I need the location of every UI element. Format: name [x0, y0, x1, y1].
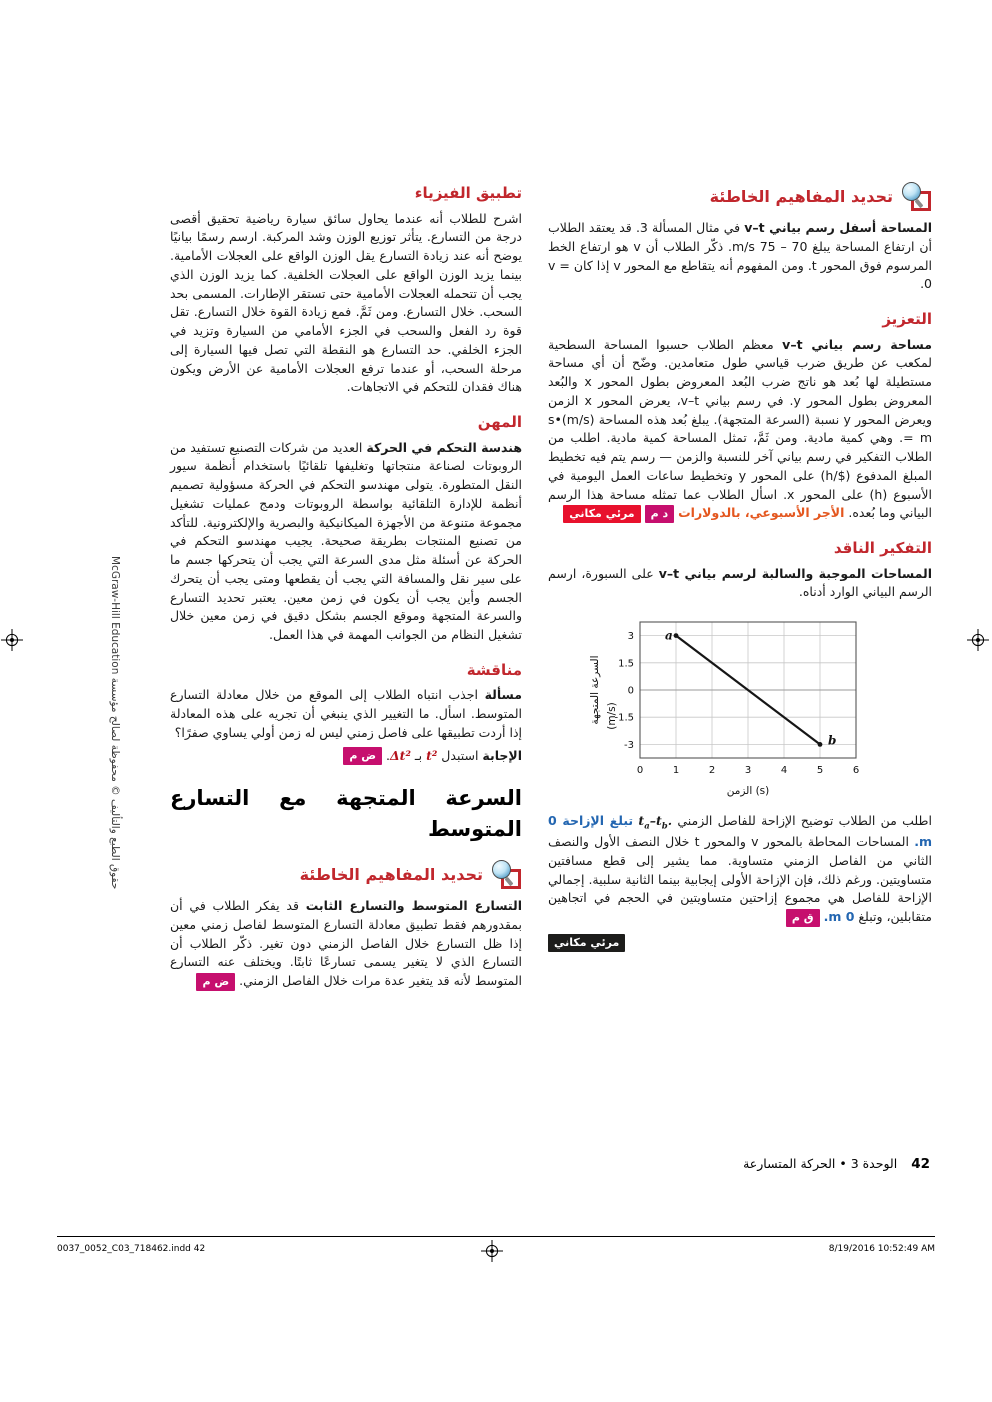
- misconceptions-header-1: [548, 182, 932, 212]
- answer-text: استبدل: [441, 747, 479, 763]
- paragraph-text: معظم الطلاب حسبوا المساحة السطحية لمكعب عن طريق ضرب قياسي طول متعامدين. وضّح أن أي مساحة مستطيلة لها بُعد هو ناتج ضرب البُعد المعروض بطول المحور x والبُعد المعروض بطول المحور y. في رسم بياني v–t، يعرض المحور x الزمن ويعرض المحور y نسبة (السرعة المتجهة). يبلغ بُعد هذه المساحة (m/s)•s = m. وهي كمية مادية. ومن ثَمَّ، تمثل المساحة كمية مادية. اطلب من الطلاب التفكير في رسم بياني آخر للنسبة والزمن — رسم يتم فيه تخطيط المبلغ المدفوع ($/h) على المحور y وتخطيط ساعات العمل اليومية في الأسبوع (h) على المحور x. اسأل الطلاب عما تمثله مساحة هذا الرسم البياني وما بُعده.: [548, 336, 932, 521]
- answer-text: تبلغ الإزاحة 0 m.: [548, 812, 932, 849]
- page-number: 42: [911, 1156, 930, 1172]
- discussion-paragraph: [170, 686, 522, 742]
- critical-thinking-answer-paragraph: [548, 812, 932, 927]
- paragraph-lead: مساحة رسم بياني v–t: [782, 336, 932, 352]
- svg-text:-3: -3: [624, 739, 634, 751]
- svg-text:4: 4: [780, 765, 788, 776]
- svg-text:3: 3: [627, 631, 634, 643]
- registration-mark-right: [967, 629, 989, 651]
- section-title: تحديد المفاهيم الخاطئة: [709, 187, 893, 206]
- discussion-answer-line: [170, 747, 522, 766]
- reinforcement-paragraph: [548, 336, 932, 524]
- badge-row: [548, 934, 932, 953]
- answer-text: الأجر الأسبوعي، بالدولارات: [678, 505, 845, 521]
- svg-text:5: 5: [816, 765, 824, 776]
- magnifier-icon: [492, 860, 522, 890]
- paragraph-text: في مثال المسألة 3. قد يعتقد الطلاب أن ارتفاع المساحة يبلغ 70 – 75 m/s. ذكّر الطلاب أن v هو ارتفاع الخط المرسوم فوق المحور t. ومن المفهوم أنه يتقاطع مع المحور v إذا كان v = 0.: [548, 220, 932, 292]
- vt-chart-svg: [584, 612, 884, 798]
- ability-badge: ق م: [786, 909, 820, 927]
- copyright-sidebar-text: حقوق الطبع والتأليف © محفوظة لصالح مؤسسة McGraw-Hill Education: [109, 556, 121, 890]
- lesson-section-heading: السرعة المتجهة مع التسارع المتوسط: [170, 786, 522, 841]
- svg-text:(m/s): (m/s): [606, 702, 618, 730]
- formula-t-squared: t²: [426, 747, 438, 763]
- left-column: [170, 182, 522, 995]
- learning-style-badge: مرئي مكاني: [563, 505, 640, 523]
- paragraph-lead: مسألة: [484, 687, 522, 703]
- paragraph-lead: المساحة أسفل رسم بياني v–t: [744, 220, 933, 235]
- magnifier-lens: [492, 860, 511, 879]
- misconceptions2-paragraph: [170, 897, 522, 991]
- critical-thinking-intro: [548, 565, 932, 603]
- print-timestamp: 8/19/2016 10:52:49 AM: [828, 1244, 935, 1254]
- ability-badge: د م: [645, 505, 675, 523]
- svg-text:-1.5: -1.5: [614, 712, 634, 724]
- paragraph-text: العديد من شركات التصنيع تستفيد من الروبوتات لصناعة منتجاتها وتغليفها تلقائيًا باستخدام أنظمة سيور النقل المتطورة. يتولى مهندسو التحكم في الحركة مسؤولية تصميم أنظمة للإدارة التلقائية بواسطة الروبوتات ودمج عمليات تشغيل مجموعة متنوعة من الأجهزة الميكانيكية والبصرية والإلكترونية. للتأكد من تصنيع المنتجات بطريقة صحيحة. يجيب مهندسو التحكم في الحركة عن أسئلة مثل مدى السرعة التي يجب أن يتحركها جسم ما على سير نقل والمسافة التي يجب أن يقطعها ومتى يجب أن يتحرك الجسم وأين يجب أن يكون في زمن معين. يعتبر تحديد التسارع والسرعة المتجهة وموقع الجسم بشكل دقيق في زمن معين خلال تشغيل النظام من الجوانب المهمة في هذا العمل.: [170, 439, 522, 642]
- magnifier-lens: [902, 182, 921, 201]
- right-column: [548, 182, 932, 953]
- svg-text:6: 6: [852, 765, 860, 776]
- ability-badge: ض م: [196, 973, 235, 991]
- svg-text:2: 2: [708, 765, 716, 776]
- careers-paragraph: [170, 439, 522, 645]
- paragraph-lead: هندسة التحكم في الحركة: [366, 439, 522, 455]
- paragraph-text: قد يفكر الطلاب في أن بمقدورهم فقط تطبيق معادلة التسارع المتوسط لفاصل زمني معين إذا ظل التسارع خلال الفاصل الزمني دون تغير. ذكّر الطلاب أن التسارع الذي لا يتغير يسمى تسارعًا ثابتًا. ويختلف عنه التسارع المتوسط لأنه قد يتغير عدة مرات خلال الفاصل الزمني.: [170, 898, 522, 989]
- svg-text:1.5: 1.5: [618, 658, 634, 670]
- svg-text:b: b: [828, 733, 837, 748]
- learning-style-badge: مرئي مكاني: [548, 934, 625, 952]
- answer-text: بـ: [414, 747, 423, 763]
- velocity-time-graph: [548, 612, 920, 804]
- paragraph-text: اطلب من الطلاب توضيح الإزاحة للفاصل الزمني: [677, 812, 932, 828]
- svg-text:0: 0: [636, 765, 644, 776]
- answer-punctuation: .: [386, 747, 390, 763]
- paragraph-text: اجذب انتباه الطلاب إلى الموقع من خلال معادلة التسارع المتوسط. اسأل. ما التغيير الذي ينبغي أن تجريه على هذه المعادلة إذا أردت تطبيقها على فاصل زمني ليس له زمن أولي يساوي صفرًا؟: [170, 687, 522, 740]
- unit-footer: [743, 1156, 930, 1172]
- answer-text: 0 m.: [823, 909, 855, 924]
- print-footer: [57, 1236, 935, 1254]
- unit-title: الوحدة 3 • الحركة المتسارعة: [743, 1156, 898, 1171]
- svg-text:0: 0: [627, 685, 634, 697]
- time-interval-formula: $t_a-t_b$.: [638, 812, 673, 832]
- discussion-heading: مناقشة: [466, 660, 522, 679]
- print-file-name: 0037_0052_C03_718462.indd 42: [57, 1244, 206, 1254]
- svg-text:الزمن (s): الزمن (s): [726, 785, 770, 797]
- formula-delta-t-squared: Δt²: [389, 747, 411, 763]
- svg-text:السرعة المتجهة: السرعة المتجهة: [589, 655, 601, 725]
- paragraph-text: على السبورة، ارسم الرسم البياني الوارد أدناه.: [548, 565, 932, 600]
- svg-text:a: a: [665, 628, 673, 643]
- misconceptions-paragraph: [548, 219, 932, 294]
- critical-thinking-heading: التفكير الناقد: [833, 539, 932, 557]
- physics-application-heading: تطبيق الفيزياء: [414, 184, 522, 202]
- answer-label: الإجابة: [482, 747, 522, 763]
- section-title: تحديد المفاهيم الخاطئة: [299, 865, 483, 885]
- svg-text:1: 1: [672, 765, 680, 776]
- paragraph-text: المساحات المحاطة بالمحور v والمحور t خلال النصف الأول والنصف الثاني من الفاصل الزمني متساوية. مما يشير إلى قطع مسافتين متساويتين. ورغم ذلك، فإن الإزاحة الأولى إيجابية بينما الثانية سلبية. إجمالي الإزاحة للفاصل هي مجموع إزاحتين متساويتين في الحجم في اتجاهين متقابلين، وتبلغ: [548, 834, 932, 924]
- reinforcement-heading: التعزيز: [882, 310, 932, 328]
- page-content: [170, 182, 932, 995]
- misconceptions-header-2: [170, 860, 522, 890]
- registration-mark-left: [1, 629, 23, 651]
- careers-heading: المهن: [477, 413, 522, 431]
- paragraph-lead: المساحات الموجبة والسالبة لرسم بياني v–t: [658, 565, 933, 581]
- svg-text:3: 3: [744, 765, 752, 776]
- physics-application-paragraph: اشرح للطلاب أنه عندما يحاول سائق سيارة رياضية تحقيق أقصى درجة من التسارع. يتأثر توزيع الوزن وشد المركبة. ارسم رسمًا بيانيًا يوضح أنه عند زيادة التسارع يقل الوزن الواقع على العجلات الأمامية. بينما يزيد الوزن الواقع على العجلات الخلفية. كما يزيد الوزن الذي يجب أن تتحمله العجلات الأمامية حتى تستقر الإطارات. المسمى بحد السحب. خلال التسارع. ومن ثَمَّ. فمع زيادة القوة خلال التسارع. تقل قوة رد الفعل والسحب في الجزء الأمامي من السيارة وتزيد في الجزء الخلفي. حد التسارع هو النقطة التي تصل فيها السيارة إلى مرحلة السحب، أو عندما ترفع العجلات الأمامية عن الأرض ويكون هناك فقدان للتحكم في الاتجاهات.: [170, 210, 522, 395]
- ability-badge: ض م: [343, 747, 382, 765]
- paragraph-lead: التسارع المتوسط والتسارع الثابت: [305, 898, 522, 914]
- magnifier-icon: [902, 182, 932, 212]
